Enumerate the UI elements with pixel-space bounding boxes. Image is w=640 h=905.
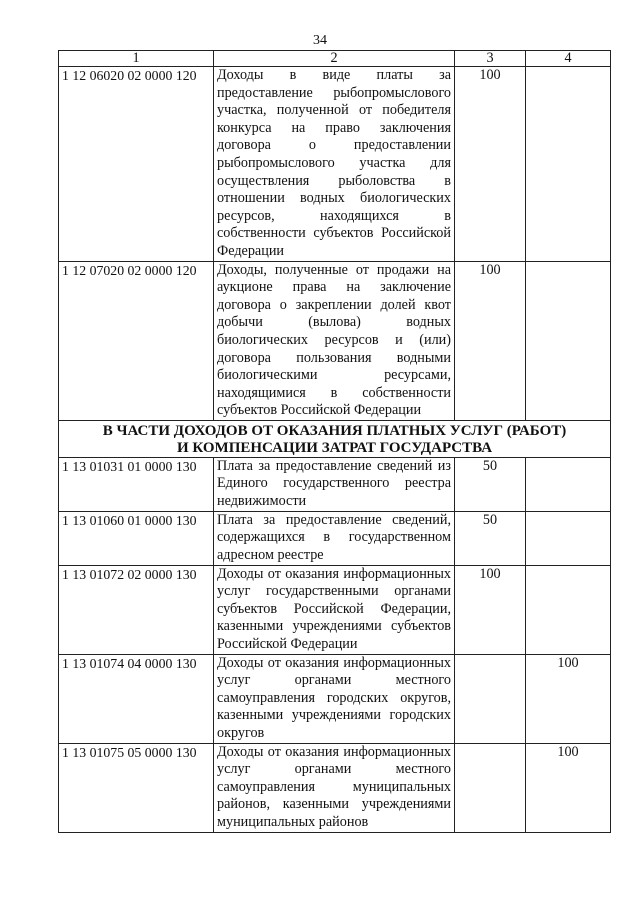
table-row: [59, 565, 611, 654]
revenue-description: Доходы от оказания информационных услуг органами местного самоуправления городских округов, казенными учреждениями городских округов: [214, 654, 455, 743]
value-col4: [526, 261, 611, 420]
table-row: [59, 67, 611, 262]
value-col3: [455, 654, 526, 743]
table-row: [59, 261, 611, 420]
section-title-line-2: И КОМПЕНСАЦИИ ЗАТРАТ ГОСУДАРСТВА: [176, 439, 493, 456]
revenue-description: Доходы, полученные от продажи на аукционе права на заключение договора о закреплении долей квот добычи (вылова) водных биологических ресурсов и (или) договора пользования водными биологическими ресурсами, находящимися в собственности субъектов Российской Федерации: [214, 261, 455, 420]
column-header-4: 4: [526, 51, 611, 67]
revenue-description: Доходы в виде платы за предоставление рыбопромыслового участка, полученной от победителя конкурса на право заключения договора о предоставлении рыбопромыслового участка для осуществления рыболовства в отношении водных биологических ресурсов, находящихся в собственности субъектов Российской Федерации: [214, 67, 455, 262]
section-header-row: [59, 420, 611, 457]
section-title: [59, 420, 611, 457]
value-col4: 100: [526, 654, 611, 743]
value-col3: 50: [455, 457, 526, 511]
value-col4: [526, 457, 611, 511]
revenue-code: 1 13 01075 05 0000 130: [59, 743, 214, 832]
table-row: [59, 654, 611, 743]
column-header-1: 1: [59, 51, 214, 67]
column-header-2: 2: [214, 51, 455, 67]
value-col3: 100: [455, 565, 526, 654]
revenue-description: Плата за предоставление сведений из Единого государственного реестра недвижимости: [214, 457, 455, 511]
value-col4: [526, 565, 611, 654]
table-row: [59, 743, 611, 832]
section-title-line-1: В ЧАСТИ ДОХОДОВ ОТ ОКАЗАНИЯ ПЛАТНЫХ УСЛУГ (РАБОТ): [102, 422, 567, 439]
value-col3: [455, 743, 526, 832]
revenue-code: 1 13 01060 01 0000 130: [59, 511, 214, 565]
revenue-code: 1 13 01074 04 0000 130: [59, 654, 214, 743]
value-col3: 100: [455, 261, 526, 420]
table-header-row: [59, 51, 611, 67]
revenue-description: Плата за предоставление сведений, содержащихся в государственном адресном реестре: [214, 511, 455, 565]
value-col3: 50: [455, 511, 526, 565]
revenue-description: Доходы от оказания информационных услуг органами местного самоуправления муниципальных районов, казенными учреждениями муниципальных районов: [214, 743, 455, 832]
value-col4: [526, 511, 611, 565]
column-header-3: 3: [455, 51, 526, 67]
table-row: [59, 457, 611, 511]
revenue-description: Доходы от оказания информационных услуг государственными органами субъектов Российской Федерации, казенными учреждениями субъектов Российской Федерации: [214, 565, 455, 654]
revenue-code: 1 12 07020 02 0000 120: [59, 261, 214, 420]
revenue-code: 1 12 06020 02 0000 120: [59, 67, 214, 262]
table-row: [59, 511, 611, 565]
revenue-table: [58, 50, 611, 833]
revenue-code: 1 13 01031 01 0000 130: [59, 457, 214, 511]
value-col4: [526, 67, 611, 262]
page-number: 34: [313, 33, 327, 48]
value-col4: 100: [526, 743, 611, 832]
revenue-code: 1 13 01072 02 0000 130: [59, 565, 214, 654]
value-col3: 100: [455, 67, 526, 262]
